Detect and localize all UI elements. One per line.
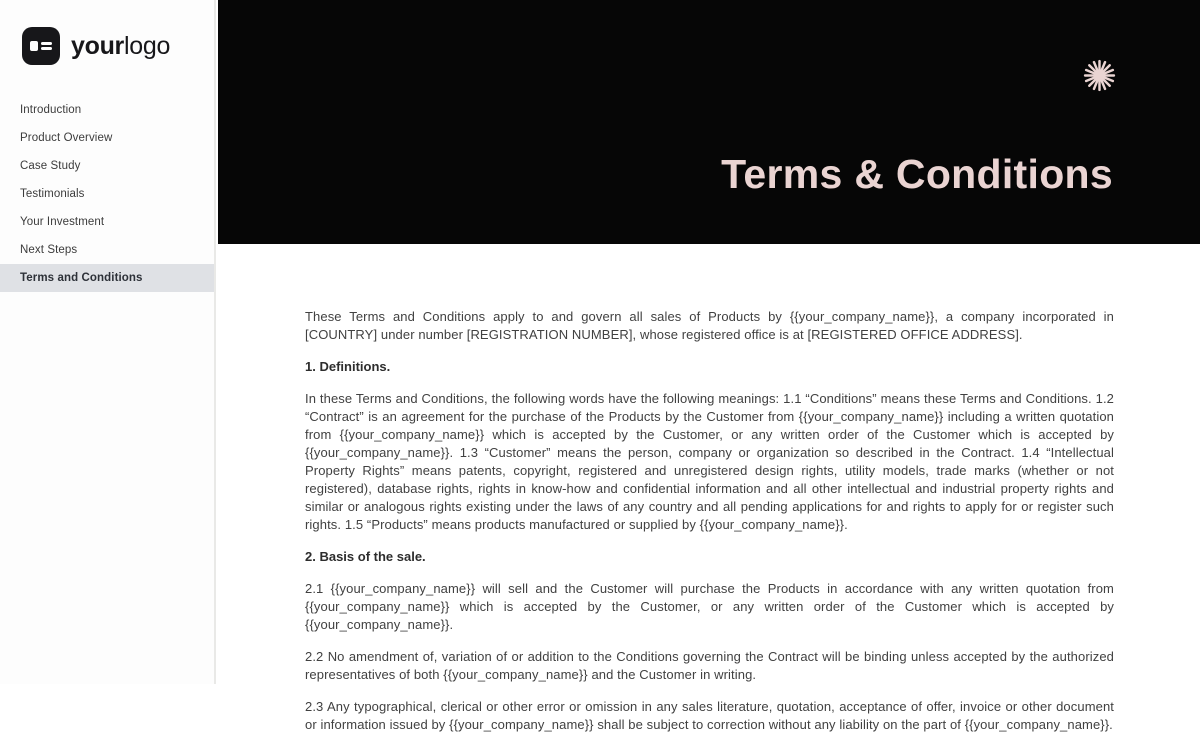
definitions-paragraph: In these Terms and Conditions, the following words have the following meanings: 1.1 “Conditions” means these Terms and Conditions. 1.2 “Contract” is an agreement for the purchase of the Products by the Customer from {{your_company_name}} including a written quotation from {{your_company_name}} which is accepted by the Customer, or any written order of the Customer which is accepted by {{your_company_name}}. 1.3 “Customer” means the person, company or organization so described in the Contract. 1.4 “Intellectual Property Rights” means patents, copyright, registered and unregistered design rights, utility models, trade marks (whether or not registered), database rights, rights in know-how and confidential information and all other intellectual and industrial property rights and similar or analogous rights existing under the laws of any country and all pending applications for and rights to apply for or register such rights. 1.5 “Products” means products manufactured or supplied by {{your_company_name}}.	[305, 391, 1114, 532]
sidebar	[0, 0, 216, 684]
section-heading-basis-of-sale: 2. Basis of the sale.	[305, 549, 426, 564]
intro-paragraph: These Terms and Conditions apply to and govern all sales of Products by {{your_company_name}}, a company incorporated in [COUNTRY] under number [REGISTRATION NUMBER], whose registered office is at [REGISTERED OFFICE ADDRESS].	[305, 309, 1114, 342]
logo-text	[71, 32, 170, 61]
logo[interactable]	[0, 0, 214, 65]
sidebar-item-product-overview[interactable]: Product Overview	[20, 132, 113, 144]
section-heading-definitions: 1. Definitions.	[305, 359, 391, 374]
logo-text-light: logo	[123, 31, 171, 60]
page-title: Terms & Conditions	[721, 151, 1113, 198]
document-body	[218, 244, 1200, 734]
sidebar-item-case-study[interactable]: Case Study	[20, 160, 81, 172]
page-header	[218, 0, 1200, 244]
clause-2-1-paragraph: 2.1 {{your_company_name}} will sell and the Customer will purchase the Products in accordance with any written quotation from {{your_company_name}} which is accepted by the Customer, or any written order of the Customer which is accepted by {{your_company_name}}.	[305, 581, 1114, 632]
sidebar-item-terms-and-conditions[interactable]: Terms and Conditions	[0, 264, 214, 292]
logo-icon	[22, 27, 60, 65]
logo-text-bold: your	[71, 31, 124, 60]
sidebar-item-next-steps[interactable]: Next Steps	[20, 244, 78, 256]
starburst-icon	[1083, 59, 1116, 92]
clause-2-2-paragraph: 2.2 No amendment of, variation of or addition to the Conditions governing the Contract will be binding unless accepted by the authorized representatives of both {{your_company_name}} and the Customer in writing.	[305, 649, 1114, 682]
sidebar-nav	[0, 96, 214, 292]
sidebar-item-testimonials[interactable]: Testimonials	[20, 188, 85, 200]
sidebar-item-your-investment[interactable]: Your Investment	[20, 216, 105, 228]
clause-2-3-paragraph: 2.3 Any typographical, clerical or other error or omission in any sales literature, quotation, acceptance of offer, invoice or other document or information issued by {{your_company_name}} shall be subject to correction without any liability on the part of {{your_company_name}}.	[305, 699, 1114, 732]
sidebar-item-introduction[interactable]: Introduction	[20, 104, 82, 116]
